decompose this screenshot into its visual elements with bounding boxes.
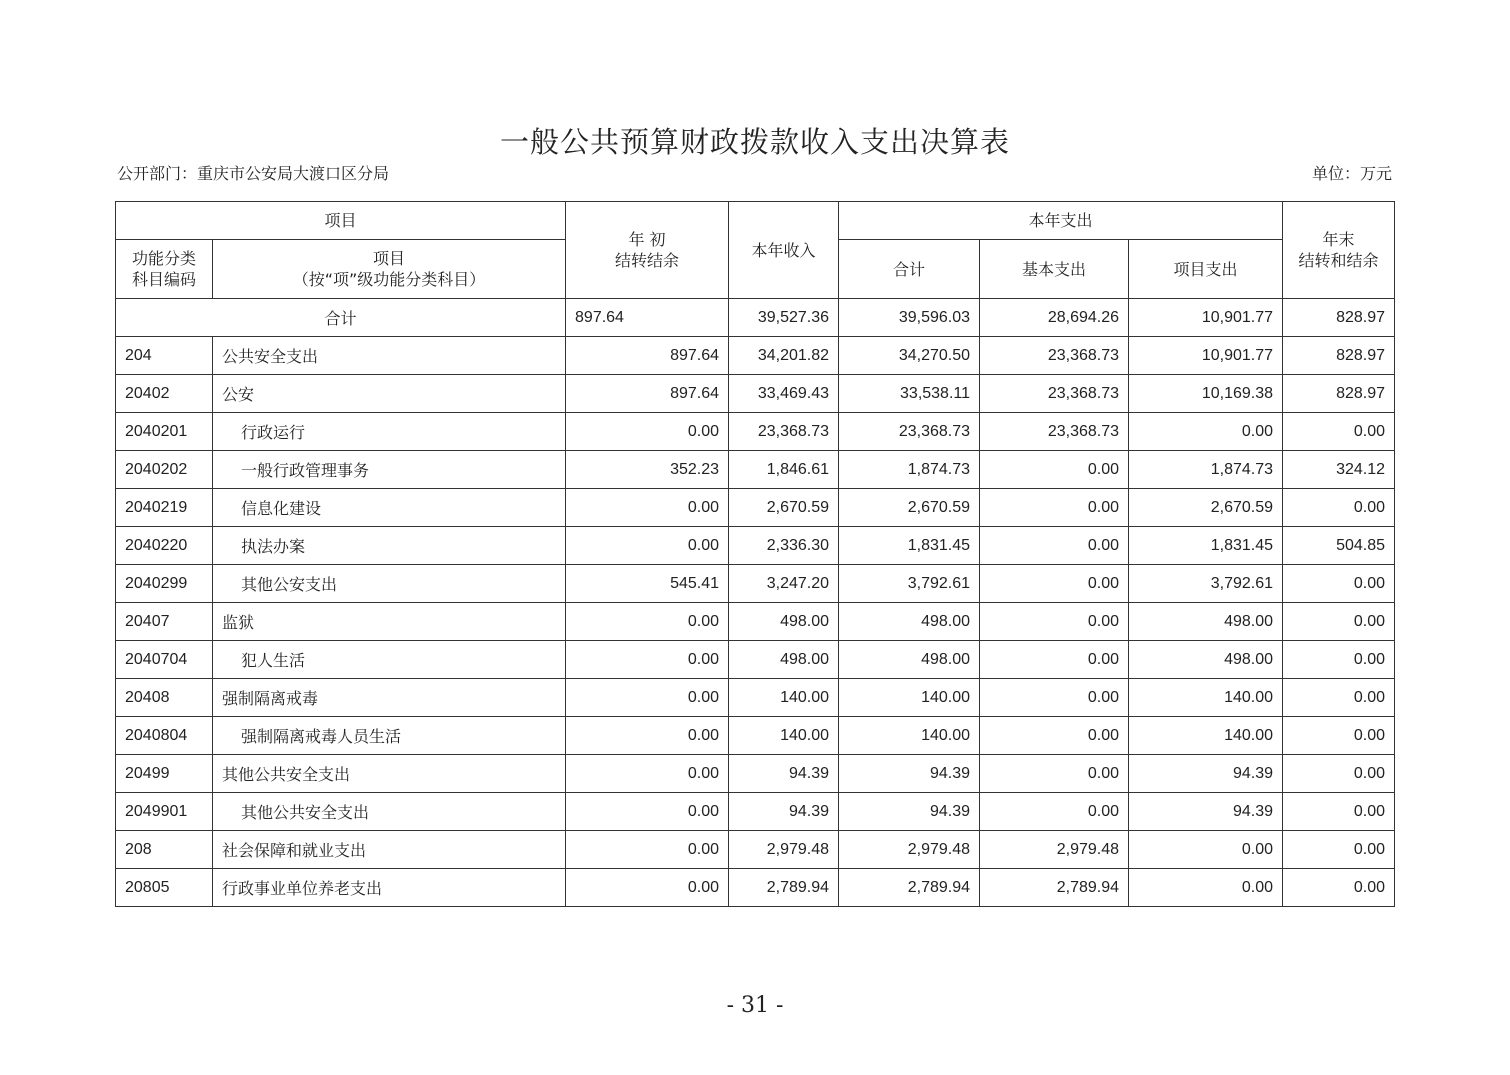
row-income: 140.00 [729,717,839,755]
row-exp-total: 34,270.50 [839,337,980,375]
row-opening: 0.00 [566,717,729,755]
row-income: 140.00 [729,679,839,717]
header-item-name-line-1: 项目 [373,249,406,268]
page-title: 一般公共预算财政拨款收入支出决算表 [499,125,1010,159]
row-code: 20805 [116,869,213,907]
row-exp-total: 94.39 [839,755,980,793]
row-exp-project: 10,901.77 [1129,337,1283,375]
row-name-text: 公共安全支出 [222,347,319,366]
header-func-code-line-1: 功能分类 [131,249,196,268]
row-exp-total: 498.00 [839,603,980,641]
table-row [116,413,1395,451]
row-exp-basic: 23,368.73 [980,375,1129,413]
row-name-text: 其他公共安全支出 [222,765,351,784]
row-name [213,793,566,831]
header-closing-line-2: 结转和结余 [1298,251,1379,270]
header-exp-project: 项目支出 [1129,240,1283,299]
total-label: 合计 [116,299,566,337]
row-closing: 0.00 [1283,793,1395,831]
row-closing: 324.12 [1283,451,1395,489]
row-exp-total: 3,792.61 [839,565,980,603]
row-code: 208 [116,831,213,869]
unit-label: 单位：万元 [1311,164,1392,183]
row-name [213,869,566,907]
row-exp-basic: 0.00 [980,679,1129,717]
table-row [116,375,1395,413]
row-exp-basic: 0.00 [980,717,1129,755]
row-opening: 0.00 [566,489,729,527]
row-code: 2040202 [116,451,213,489]
row-exp-project: 0.00 [1129,869,1283,907]
row-name-text: 犯人生活 [241,651,306,670]
row-opening: 545.41 [566,565,729,603]
row-code: 2040220 [116,527,213,565]
row-exp-project: 0.00 [1129,413,1283,451]
row-name-text: 一般行政管理事务 [241,461,370,480]
row-closing: 504.85 [1283,527,1395,565]
header-expenditure-group: 本年支出 [839,202,1283,240]
row-exp-total: 33,538.11 [839,375,980,413]
header-row-1 [116,202,1395,240]
row-exp-project: 94.39 [1129,755,1283,793]
row-exp-basic: 0.00 [980,755,1129,793]
header-item-name [213,240,566,299]
table-row [116,603,1395,641]
table-row [116,565,1395,603]
header-closing-balance [1283,202,1395,299]
row-exp-project: 1,831.45 [1129,527,1283,565]
row-name [213,451,566,489]
row-opening: 0.00 [566,679,729,717]
row-exp-basic: 2,789.94 [980,869,1129,907]
header-opening-balance [566,202,729,299]
row-exp-total: 1,831.45 [839,527,980,565]
row-exp-basic: 0.00 [980,603,1129,641]
row-income: 2,789.94 [729,869,839,907]
row-exp-total: 1,874.73 [839,451,980,489]
row-code: 20407 [116,603,213,641]
row-opening: 0.00 [566,641,729,679]
row-closing: 0.00 [1283,679,1395,717]
row-exp-project: 498.00 [1129,641,1283,679]
row-closing: 0.00 [1283,565,1395,603]
row-code: 20499 [116,755,213,793]
row-code: 2049901 [116,793,213,831]
row-name-text: 强制隔离戒毒 [222,689,319,708]
table-row [116,641,1395,679]
table-row [116,755,1395,793]
row-income: 23,368.73 [729,413,839,451]
row-code: 204 [116,337,213,375]
row-name-text: 强制隔离戒毒人员生活 [241,727,402,746]
table-row [116,451,1395,489]
row-exp-project: 140.00 [1129,717,1283,755]
row-income: 3,247.20 [729,565,839,603]
row-closing: 0.00 [1283,489,1395,527]
row-income: 2,979.48 [729,831,839,869]
row-closing: 828.97 [1283,337,1395,375]
row-closing: 0.00 [1283,641,1395,679]
row-exp-basic: 0.00 [980,641,1129,679]
row-name-text: 社会保障和就业支出 [222,841,367,860]
row-exp-total: 2,979.48 [839,831,980,869]
row-exp-total: 23,368.73 [839,413,980,451]
row-exp-project: 3,792.61 [1129,565,1283,603]
row-code: 2040704 [116,641,213,679]
row-closing: 0.00 [1283,869,1395,907]
row-opening: 0.00 [566,527,729,565]
total-exp-basic: 28,694.26 [980,299,1129,337]
row-name [213,565,566,603]
row-exp-basic: 0.00 [980,451,1129,489]
row-code: 2040219 [116,489,213,527]
row-name-text: 公安 [222,385,255,404]
row-income: 498.00 [729,641,839,679]
row-exp-basic: 23,368.73 [980,337,1129,375]
total-income: 39,527.36 [729,299,839,337]
table-row [116,793,1395,831]
row-exp-project: 10,169.38 [1129,375,1283,413]
total-closing: 828.97 [1283,299,1395,337]
row-name-text: 执法办案 [241,537,306,556]
row-code: 20402 [116,375,213,413]
row-name-text: 行政运行 [241,423,306,442]
page-number: - 31 - [726,993,784,1018]
total-opening: 897.64 [566,299,729,337]
row-code: 20408 [116,679,213,717]
header-income: 本年收入 [729,202,839,299]
row-name [213,337,566,375]
row-name [213,413,566,451]
header-item-name-line-2: （按“项”级功能分类科目） [292,270,486,289]
row-code: 2040299 [116,565,213,603]
row-exp-basic: 0.00 [980,527,1129,565]
row-income: 94.39 [729,793,839,831]
row-closing: 0.00 [1283,755,1395,793]
row-opening: 0.00 [566,755,729,793]
row-exp-total: 140.00 [839,717,980,755]
header-func-code-line-2: 科目编码 [131,270,196,289]
header-exp-basic: 基本支出 [980,240,1129,299]
row-code: 2040201 [116,413,213,451]
header-opening-line-1: 年 初 [628,230,666,249]
total-exp-total: 39,596.03 [839,299,980,337]
row-name-text: 监狱 [222,613,255,632]
row-name-text: 其他公共安全支出 [241,803,370,822]
row-code: 2040804 [116,717,213,755]
row-name [213,603,566,641]
row-income: 33,469.43 [729,375,839,413]
row-name [213,717,566,755]
row-opening: 0.00 [566,869,729,907]
row-exp-basic: 23,368.73 [980,413,1129,451]
row-name-text: 其他公安支出 [241,575,338,594]
table-row [116,869,1395,907]
row-exp-project: 0.00 [1129,831,1283,869]
row-name [213,755,566,793]
row-income: 1,846.61 [729,451,839,489]
row-exp-project: 1,874.73 [1129,451,1283,489]
row-closing: 0.00 [1283,717,1395,755]
row-closing: 828.97 [1283,375,1395,413]
header-item-group: 项目 [116,202,566,240]
row-name-text: 信息化建设 [241,499,322,518]
row-income: 2,336.30 [729,527,839,565]
table-row [116,679,1395,717]
total-row [116,299,1395,337]
budget-table [115,201,1395,907]
row-income: 34,201.82 [729,337,839,375]
row-income: 94.39 [729,755,839,793]
table-row [116,489,1395,527]
row-exp-total: 140.00 [839,679,980,717]
row-exp-total: 2,789.94 [839,869,980,907]
row-income: 498.00 [729,603,839,641]
row-exp-basic: 0.00 [980,565,1129,603]
department-label: 公开部门：重庆市公安局大渡口区分局 [117,164,390,183]
row-name [213,831,566,869]
table-row [116,717,1395,755]
row-closing: 0.00 [1283,831,1395,869]
row-opening: 897.64 [566,337,729,375]
total-exp-project: 10,901.77 [1129,299,1283,337]
row-exp-basic: 2,979.48 [980,831,1129,869]
row-name-text: 行政事业单位养老支出 [222,879,383,898]
table-row [116,337,1395,375]
row-exp-total: 94.39 [839,793,980,831]
row-closing: 0.00 [1283,413,1395,451]
header-exp-total: 合计 [839,240,980,299]
row-name [213,641,566,679]
header-func-code [116,240,213,299]
row-exp-basic: 0.00 [980,793,1129,831]
table-row [116,831,1395,869]
row-exp-total: 2,670.59 [839,489,980,527]
row-exp-total: 498.00 [839,641,980,679]
row-exp-project: 2,670.59 [1129,489,1283,527]
header-opening-line-2: 结转结余 [615,251,680,270]
row-exp-basic: 0.00 [980,489,1129,527]
row-opening: 352.23 [566,451,729,489]
row-exp-project: 94.39 [1129,793,1283,831]
row-name [213,489,566,527]
row-closing: 0.00 [1283,603,1395,641]
row-opening: 0.00 [566,603,729,641]
table-row [116,527,1395,565]
row-opening: 0.00 [566,793,729,831]
row-income: 2,670.59 [729,489,839,527]
row-exp-project: 498.00 [1129,603,1283,641]
row-opening: 0.00 [566,831,729,869]
row-opening: 0.00 [566,413,729,451]
row-opening: 897.64 [566,375,729,413]
row-name [213,527,566,565]
row-name [213,679,566,717]
row-exp-project: 140.00 [1129,679,1283,717]
row-name [213,375,566,413]
header-closing-line-1: 年末 [1322,230,1355,249]
